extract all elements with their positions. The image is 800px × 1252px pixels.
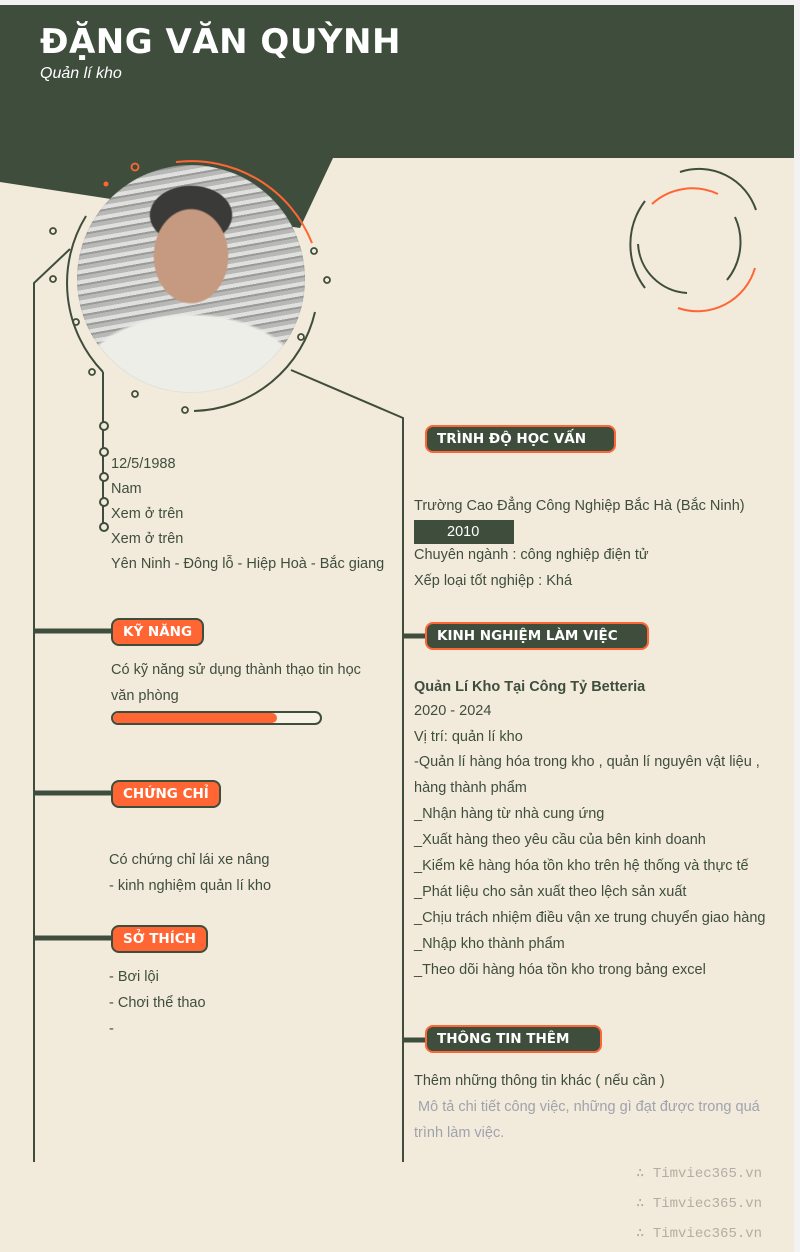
avatar-frame xyxy=(77,165,305,393)
education-grade: Xếp loại tốt nghiệp : Khá xyxy=(414,573,573,589)
additional-info-placeholder: Mô tả chi tiết công việc, những gì đạt được trong quá xyxy=(414,1099,760,1115)
candidate-name: ĐẶNG VĂN QUỲNH xyxy=(40,22,401,62)
additional-info-line: Thêm những thông tin khác ( nếu cần ) xyxy=(414,1073,665,1089)
school-name: Trường Cao Đẳng Công Nghiệp Bắc Hà (Bắc Ninh) xyxy=(414,498,745,514)
birth-date: 12/5/1988 xyxy=(111,456,176,472)
email: Xem ở trên xyxy=(111,531,184,547)
job-title: Quản lí kho xyxy=(40,65,122,82)
watermark: ∴ Timviec365.vn xyxy=(636,1166,763,1182)
certificate-line: - kinh nghiệm quản lí kho xyxy=(109,878,272,894)
skill-progress-bar xyxy=(111,711,322,725)
experience-position: Vị trí: quản lí kho xyxy=(414,729,523,745)
hobby-line: - Bơi lội xyxy=(109,969,159,985)
experience-period: 2020 - 2024 xyxy=(414,703,492,719)
duty-line: hàng thành phẩm xyxy=(414,780,527,796)
phone: Xem ở trên xyxy=(111,506,184,522)
additional-info-heading: THÔNG TIN THÊM xyxy=(425,1025,602,1053)
duty-line: -Quản lí hàng hóa trong kho , quản lí nguyên vật liệu , xyxy=(414,754,760,770)
duty-line: _Nhập kho thành phẩm xyxy=(414,936,565,952)
cv-page xyxy=(0,5,794,1252)
duty-line: _Nhận hàng từ nhà cung ứng xyxy=(414,806,605,822)
duty-line: _Chịu trách nhiệm điều vận xe trung chuyển giao hàng xyxy=(414,910,766,926)
certificates-heading: CHỨNG CHỈ xyxy=(111,780,221,808)
duty-line: _Kiểm kê hàng hóa tồn kho trên hệ thống và thực tế xyxy=(414,858,749,874)
watermark: ∴ Timviec365.vn xyxy=(636,1226,763,1242)
duty-line: _Xuất hàng theo yêu cầu của bên kinh doanh xyxy=(414,832,706,848)
duty-line: _Theo dõi hàng hóa tồn kho trong bảng excel xyxy=(414,962,706,978)
hobbies-heading: SỞ THÍCH xyxy=(111,925,208,953)
skill-progress-fill xyxy=(113,713,277,723)
duty-line: _Phát liệu cho sản xuất theo lệch sản xuất xyxy=(414,884,687,900)
experience-company: Quản Lí Kho Tại Công Tỷ Betteria xyxy=(414,679,646,695)
gender: Nam xyxy=(111,481,142,497)
skills-heading: KỸ NĂNG xyxy=(111,618,204,646)
hobby-line: - xyxy=(109,1021,114,1037)
additional-info-placeholder: trình làm việc. xyxy=(414,1125,505,1141)
education-year: 2010 xyxy=(414,520,514,544)
skill-line: văn phòng xyxy=(111,688,179,704)
address: Yên Ninh - Đông lỗ - Hiệp Hoà - Bắc giang xyxy=(111,556,385,572)
hobby-line: - Chơi thể thao xyxy=(109,995,206,1011)
skill-line: Có kỹ năng sử dụng thành thạo tin học xyxy=(111,662,361,678)
certificate-line: Có chứng chỉ lái xe nâng xyxy=(109,852,270,868)
experience-heading: KINH NGHIỆM LÀM VIỆC xyxy=(425,622,649,650)
education-major: Chuyên ngành : công nghiệp điện tử xyxy=(414,547,649,563)
education-heading: TRÌNH ĐỘ HỌC VẤN xyxy=(425,425,616,453)
watermark: ∴ Timviec365.vn xyxy=(636,1196,763,1212)
